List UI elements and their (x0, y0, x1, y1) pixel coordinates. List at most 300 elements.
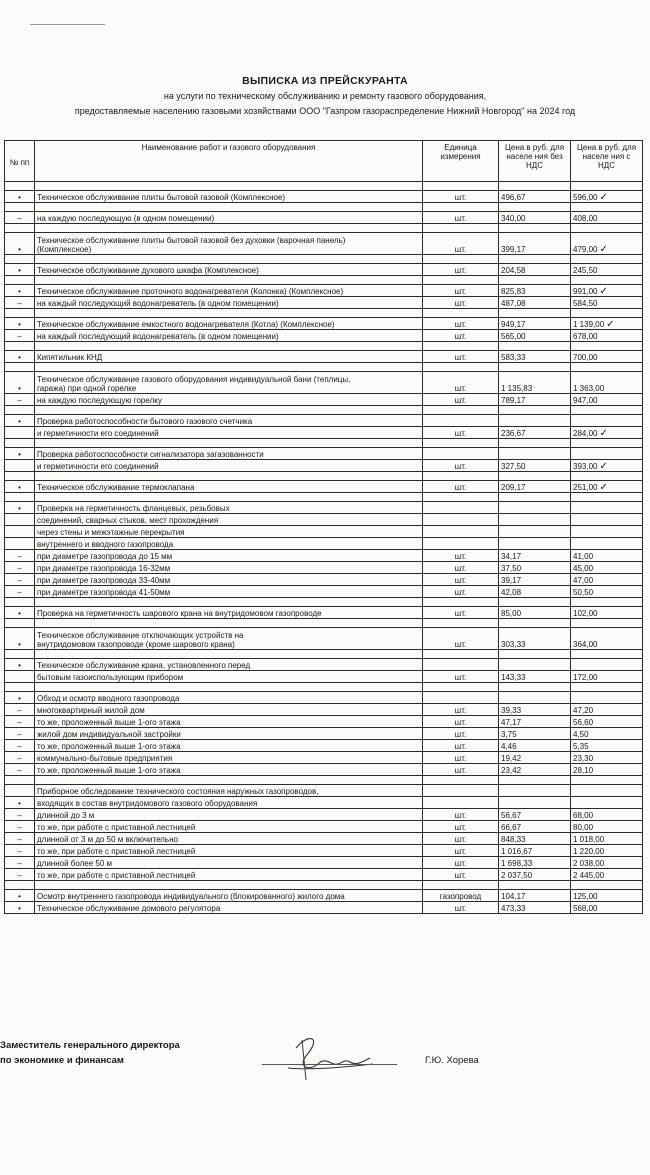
price-no-vat-cell: 473,33 (499, 902, 571, 914)
price-no-vat-cell: 37,50 (499, 562, 571, 574)
price-no-vat-cell: 825,83 (499, 285, 571, 297)
spacer-cell (5, 881, 35, 890)
service-name-cell (35, 692, 423, 704)
service-name-cell (35, 728, 423, 740)
table-row (5, 574, 643, 586)
table-row (5, 460, 643, 472)
service-name: многоквартирный жилой дом (37, 706, 145, 715)
service-name: соединений, сварных стыков, мест прохождения (37, 516, 219, 525)
handwritten-signature (278, 1028, 378, 1088)
price-no-vat-cell: 2 037,50 (499, 869, 571, 881)
price-vat-cell (571, 514, 643, 526)
spacer-row (5, 203, 643, 212)
handwritten-check-mark: ✓ (599, 244, 608, 255)
spacer-cell (35, 619, 423, 628)
unit-cell: шт. (423, 191, 499, 203)
price-no-vat-cell: 496,67 (499, 191, 571, 203)
service-name-cell (35, 716, 423, 728)
spacer-row (5, 439, 643, 448)
price-vat-value: 80,00 (573, 823, 594, 832)
service-name-cell (35, 740, 423, 752)
spacer-row (5, 342, 643, 351)
service-name: при диаметре газопровода 16-32мм (37, 564, 171, 573)
table-row (5, 728, 643, 740)
service-name-cell (35, 285, 423, 297)
service-name: Техническое обслуживание плиты бытовой газовой (Комплексное) (37, 193, 286, 202)
price-vat-value: 172,00 (573, 673, 598, 682)
table-row (5, 351, 643, 363)
signatory-role-line-2: по экономике и финансам (0, 1055, 124, 1066)
col-header-num: № пп (5, 141, 35, 182)
table-row (5, 550, 643, 562)
row-marker: – (5, 752, 35, 764)
spacer-row (5, 255, 643, 264)
table-row (5, 785, 643, 797)
row-marker: – (5, 394, 35, 406)
row-marker: • (5, 481, 35, 493)
unit-cell (423, 797, 499, 809)
row-marker (5, 460, 35, 472)
service-name: при диаметре газопровода 33-40мм (37, 576, 171, 585)
row-marker: • (5, 448, 35, 460)
price-no-vat-cell (499, 415, 571, 427)
signatory-role (0, 1038, 180, 1068)
price-no-vat-cell: 327,50 (499, 460, 571, 472)
price-vat-value: 393,00 (573, 462, 598, 471)
service-name: Техническое обслуживание емкостного водонагревателя (Котла) (Комплексное) (37, 320, 335, 329)
spacer-cell (35, 776, 423, 785)
service-name: внутреннего и вводного газопровода (37, 540, 174, 549)
price-no-vat-cell: 23,42 (499, 764, 571, 776)
table-row (5, 264, 643, 276)
spacer-cell (35, 406, 423, 415)
price-vat-value: 50,50 (573, 588, 594, 597)
col-header-unit: Единица измерения (423, 141, 499, 182)
service-name: то же, проложенный выше 1-ого этажа (37, 742, 181, 751)
price-no-vat-cell: 340,00 (499, 212, 571, 224)
service-name: при диаметре газопровода 41-50мм (37, 588, 171, 597)
table-row (5, 833, 643, 845)
unit-cell: шт. (423, 574, 499, 586)
service-name-cell (35, 264, 423, 276)
row-marker (5, 538, 35, 550)
price-vat-cell (571, 704, 643, 716)
service-name: Проверка на герметичность фланцевых, резьбовых (37, 504, 230, 513)
service-name-cell (35, 704, 423, 716)
spacer-cell (423, 619, 499, 628)
service-name-cell (35, 845, 423, 857)
table-row (5, 902, 643, 914)
price-vat-cell (571, 233, 643, 255)
price-no-vat-cell (499, 785, 571, 797)
price-vat-cell (571, 538, 643, 550)
spacer-cell (499, 776, 571, 785)
service-name-cell (35, 659, 423, 671)
price-vat-value: 1 139,00 (573, 320, 605, 329)
row-marker: • (5, 628, 35, 650)
unit-cell: шт. (423, 833, 499, 845)
row-marker: • (5, 797, 35, 809)
col-header-price-vat: Цена в руб. для населе ния с НДС (571, 141, 643, 182)
unit-cell: шт. (423, 857, 499, 869)
service-name: длинной от 3 м до 50 м включительно (37, 835, 178, 844)
spacer-cell (499, 439, 571, 448)
row-marker (5, 514, 35, 526)
service-name-cell (35, 833, 423, 845)
price-vat-value: 947,00 (573, 396, 598, 405)
price-vat-cell (571, 716, 643, 728)
spacer-cell (571, 493, 643, 502)
service-name: Техническое обслуживание плиты бытовой газовой без духовки (варочная панель) (37, 236, 346, 245)
unit-cell: шт. (423, 845, 499, 857)
unit-cell (423, 502, 499, 514)
spacer-cell (571, 182, 643, 191)
unit-cell: шт. (423, 460, 499, 472)
service-name-cell (35, 448, 423, 460)
spacer-cell (35, 342, 423, 351)
price-vat-value: 245,50 (573, 266, 598, 275)
spacer-row (5, 224, 643, 233)
price-no-vat-cell: 303,33 (499, 628, 571, 650)
table-row (5, 415, 643, 427)
price-vat-value: 1 220,00 (573, 847, 605, 856)
service-name-cell (35, 212, 423, 224)
unit-cell: шт. (423, 628, 499, 650)
spacer-cell (499, 309, 571, 318)
price-vat-value: 23,30 (573, 754, 594, 763)
service-name-cell (35, 372, 423, 394)
spacer-cell (423, 650, 499, 659)
price-vat-cell (571, 394, 643, 406)
price-vat-value: 45,00 (573, 564, 594, 573)
spacer-cell (5, 650, 35, 659)
price-no-vat-cell: 4,46 (499, 740, 571, 752)
price-vat-value: 2 445,00 (573, 871, 605, 880)
spacer-cell (499, 363, 571, 372)
table-row (5, 752, 643, 764)
spacer-cell (571, 650, 643, 659)
service-name: Обход и осмотр вводного газопровода (37, 694, 180, 703)
price-vat-cell (571, 460, 643, 472)
service-name-cell (35, 351, 423, 363)
service-name: Проверка работоспособности бытового газового счетчика (37, 417, 253, 426)
service-name: длинной до 3 м (37, 811, 95, 820)
document-title: ВЫПИСКА ИЗ ПРЕЙСКУРАНТА (242, 75, 408, 87)
service-name: Техническое обслуживание крана, установленного перед (37, 661, 251, 670)
service-name: Кипятильник КНД (37, 353, 103, 362)
spacer-cell (499, 276, 571, 285)
service-name: Приборное обследование технического состояния наружных газопроводов, (37, 787, 319, 796)
table-row (5, 764, 643, 776)
service-name-continued: (Комплексное) (37, 245, 92, 254)
spacer-cell (423, 598, 499, 607)
spacer-cell (5, 619, 35, 628)
price-no-vat-cell: 143,33 (499, 671, 571, 683)
price-no-vat-cell (499, 514, 571, 526)
price-table (4, 140, 643, 914)
price-vat-cell (571, 809, 643, 821)
price-no-vat-cell: 42,08 (499, 586, 571, 598)
price-vat-cell (571, 764, 643, 776)
spacer-row (5, 776, 643, 785)
spacer-row (5, 493, 643, 502)
spacer-cell (5, 182, 35, 191)
price-no-vat-cell: 1 016,67 (499, 845, 571, 857)
spacer-cell (499, 203, 571, 212)
price-vat-value: 284,00 (573, 429, 598, 438)
price-vat-cell (571, 857, 643, 869)
row-marker: – (5, 821, 35, 833)
handwritten-check-mark: ✓ (599, 482, 608, 493)
spacer-cell (423, 472, 499, 481)
spacer-cell (499, 255, 571, 264)
table-row (5, 857, 643, 869)
table-row (5, 502, 643, 514)
price-no-vat-cell: 949,17 (499, 318, 571, 330)
spacer-cell (423, 439, 499, 448)
spacer-cell (571, 203, 643, 212)
price-no-vat-cell (499, 448, 571, 460)
spacer-cell (5, 342, 35, 351)
row-marker (5, 671, 35, 683)
unit-cell: шт. (423, 318, 499, 330)
service-name: и герметичности его соединений (37, 462, 159, 471)
price-no-vat-cell: 34,17 (499, 550, 571, 562)
unit-cell: шт. (423, 285, 499, 297)
price-vat-cell (571, 692, 643, 704)
row-marker: – (5, 833, 35, 845)
spacer-cell (423, 182, 499, 191)
unit-cell (423, 415, 499, 427)
row-marker: – (5, 297, 35, 309)
price-vat-value: 28,10 (573, 766, 594, 775)
service-name-cell (35, 671, 423, 683)
service-name: на каждую последующую (в одном помещении) (37, 214, 215, 223)
price-vat-cell (571, 821, 643, 833)
spacer-cell (423, 406, 499, 415)
price-vat-cell (571, 448, 643, 460)
unit-cell: шт. (423, 869, 499, 881)
service-name: входящих в состав внутридомового газового оборудования (37, 799, 258, 808)
price-vat-value: 47,20 (573, 706, 594, 715)
spacer-cell (571, 276, 643, 285)
row-marker: • (5, 607, 35, 619)
table-row (5, 869, 643, 881)
price-vat-cell (571, 574, 643, 586)
spacer-cell (35, 439, 423, 448)
table-row (5, 481, 643, 493)
spacer-cell (35, 203, 423, 212)
unit-cell: шт. (423, 427, 499, 439)
service-name-continued: внутридомовом газопроводе (кроме шарового крана) (37, 640, 235, 649)
price-vat-value: 5,35 (573, 742, 589, 751)
spacer-cell (499, 493, 571, 502)
spacer-cell (423, 309, 499, 318)
unit-cell: шт. (423, 902, 499, 914)
price-vat-value: 56,60 (573, 718, 594, 727)
unit-cell: шт. (423, 212, 499, 224)
spacer-row (5, 276, 643, 285)
spacer-cell (5, 472, 35, 481)
table-row (5, 692, 643, 704)
price-vat-value: 102,00 (573, 609, 598, 618)
service-name-cell (35, 233, 423, 255)
service-name-cell (35, 330, 423, 342)
table-row (5, 586, 643, 598)
price-vat-cell (571, 890, 643, 902)
service-name: Техническое обслуживание домового регулятора (37, 904, 221, 913)
price-vat-cell (571, 264, 643, 276)
unit-cell: шт. (423, 728, 499, 740)
service-name: Проверка на герметичность шарового крана на внутридомовом газопроводе (37, 609, 322, 618)
spacer-cell (423, 683, 499, 692)
spacer-cell (571, 619, 643, 628)
row-marker: • (5, 502, 35, 514)
unit-cell: шт. (423, 716, 499, 728)
price-no-vat-cell: 1 135,83 (499, 372, 571, 394)
spacer-cell (35, 881, 423, 890)
spacer-cell (423, 363, 499, 372)
price-no-vat-cell (499, 526, 571, 538)
price-vat-cell (571, 481, 643, 493)
spacer-cell (5, 203, 35, 212)
table-row (5, 394, 643, 406)
price-vat-value: 1 363,00 (573, 384, 605, 393)
spacer-cell (571, 406, 643, 415)
price-no-vat-cell (499, 538, 571, 550)
service-name: то же, проложенный выше 1-ого этажа (37, 718, 181, 727)
price-vat-value: 1 018,00 (573, 835, 605, 844)
service-name-cell (35, 538, 423, 550)
spacer-cell (571, 255, 643, 264)
service-name: то же, при работе с приставной лестницей (37, 871, 196, 880)
table-row (5, 233, 643, 255)
table-row (5, 318, 643, 330)
spacer-cell (5, 276, 35, 285)
service-name: через стены и межэтажные перекрытия (37, 528, 185, 537)
price-vat-cell (571, 191, 643, 203)
service-name-cell (35, 821, 423, 833)
price-vat-cell (571, 285, 643, 297)
table-row (5, 191, 643, 203)
spacer-row (5, 363, 643, 372)
price-no-vat-cell (499, 659, 571, 671)
unit-cell (423, 526, 499, 538)
table-row (5, 427, 643, 439)
price-no-vat-cell (499, 692, 571, 704)
unit-cell: шт. (423, 550, 499, 562)
row-marker: – (5, 550, 35, 562)
row-marker: • (5, 659, 35, 671)
spacer-cell (499, 224, 571, 233)
price-vat-value: 700,00 (573, 353, 598, 362)
signatory-role-line-1: Заместитель генерального директора (0, 1040, 180, 1051)
price-no-vat-cell: 204,58 (499, 264, 571, 276)
service-name-cell (35, 764, 423, 776)
table-row (5, 716, 643, 728)
table-row (5, 607, 643, 619)
price-no-vat-cell: 56,67 (499, 809, 571, 821)
table-row (5, 704, 643, 716)
spacer-cell (499, 650, 571, 659)
service-name-cell (35, 902, 423, 914)
service-name-cell (35, 526, 423, 538)
row-marker (5, 526, 35, 538)
price-vat-cell (571, 740, 643, 752)
spacer-cell (5, 224, 35, 233)
service-name-cell (35, 890, 423, 902)
service-name: и герметичности его соединений (37, 429, 159, 438)
price-no-vat-cell: 3,75 (499, 728, 571, 740)
unit-cell: шт. (423, 704, 499, 716)
price-vat-cell (571, 550, 643, 562)
spacer-cell (499, 406, 571, 415)
price-vat-cell (571, 297, 643, 309)
spacer-cell (35, 182, 423, 191)
price-vat-cell (571, 628, 643, 650)
price-vat-cell (571, 728, 643, 740)
service-name-cell (35, 191, 423, 203)
spacer-cell (499, 683, 571, 692)
row-marker: • (5, 890, 35, 902)
spacer-cell (571, 881, 643, 890)
price-vat-cell (571, 372, 643, 394)
service-name: на каждый последующий водонагреватель (в одном помещении) (37, 332, 279, 341)
service-name: Техническое обслуживание газового оборудования индивидуальной бани (теплицы, (37, 375, 351, 384)
service-name: на каждый последующий водонагреватель (в одном помещении) (37, 299, 279, 308)
document-subtitle-1: на услуги по техническому обслуживанию и ремонту газового оборудования, (163, 91, 487, 101)
row-marker: • (5, 415, 35, 427)
handwritten-check-mark: ✓ (599, 428, 608, 439)
spacer-cell (423, 342, 499, 351)
spacer-cell (571, 342, 643, 351)
price-no-vat-cell: 47,17 (499, 716, 571, 728)
price-vat-value: 596,00 (573, 193, 598, 202)
unit-cell: шт. (423, 233, 499, 255)
service-name-cell (35, 318, 423, 330)
price-vat-cell (571, 659, 643, 671)
service-name: то же, проложенный выше 1-ого этажа (37, 766, 181, 775)
spacer-cell (35, 309, 423, 318)
spacer-cell (5, 776, 35, 785)
price-no-vat-cell: 399,17 (499, 233, 571, 255)
price-no-vat-cell (499, 502, 571, 514)
spacer-cell (423, 276, 499, 285)
service-name: то же, при работе с приставной лестницей (37, 823, 196, 832)
spacer-cell (499, 182, 571, 191)
price-vat-cell (571, 427, 643, 439)
price-vat-cell (571, 869, 643, 881)
price-vat-cell (571, 562, 643, 574)
price-vat-value: 125,00 (573, 892, 598, 901)
row-marker: • (5, 285, 35, 297)
service-name: то же, при работе с приставной лестницей (37, 847, 196, 856)
spacer-cell (35, 276, 423, 285)
price-no-vat-cell: 848,33 (499, 833, 571, 845)
price-no-vat-cell: 565,00 (499, 330, 571, 342)
table-body (5, 182, 643, 914)
unit-cell: шт. (423, 740, 499, 752)
service-name-cell (35, 427, 423, 439)
row-marker: • (5, 372, 35, 394)
unit-cell: шт. (423, 752, 499, 764)
spacer-cell (35, 472, 423, 481)
service-name-cell (35, 797, 423, 809)
price-no-vat-cell: 236,67 (499, 427, 571, 439)
price-vat-value: 584,50 (573, 299, 598, 308)
service-name-cell (35, 607, 423, 619)
spacer-cell (5, 493, 35, 502)
